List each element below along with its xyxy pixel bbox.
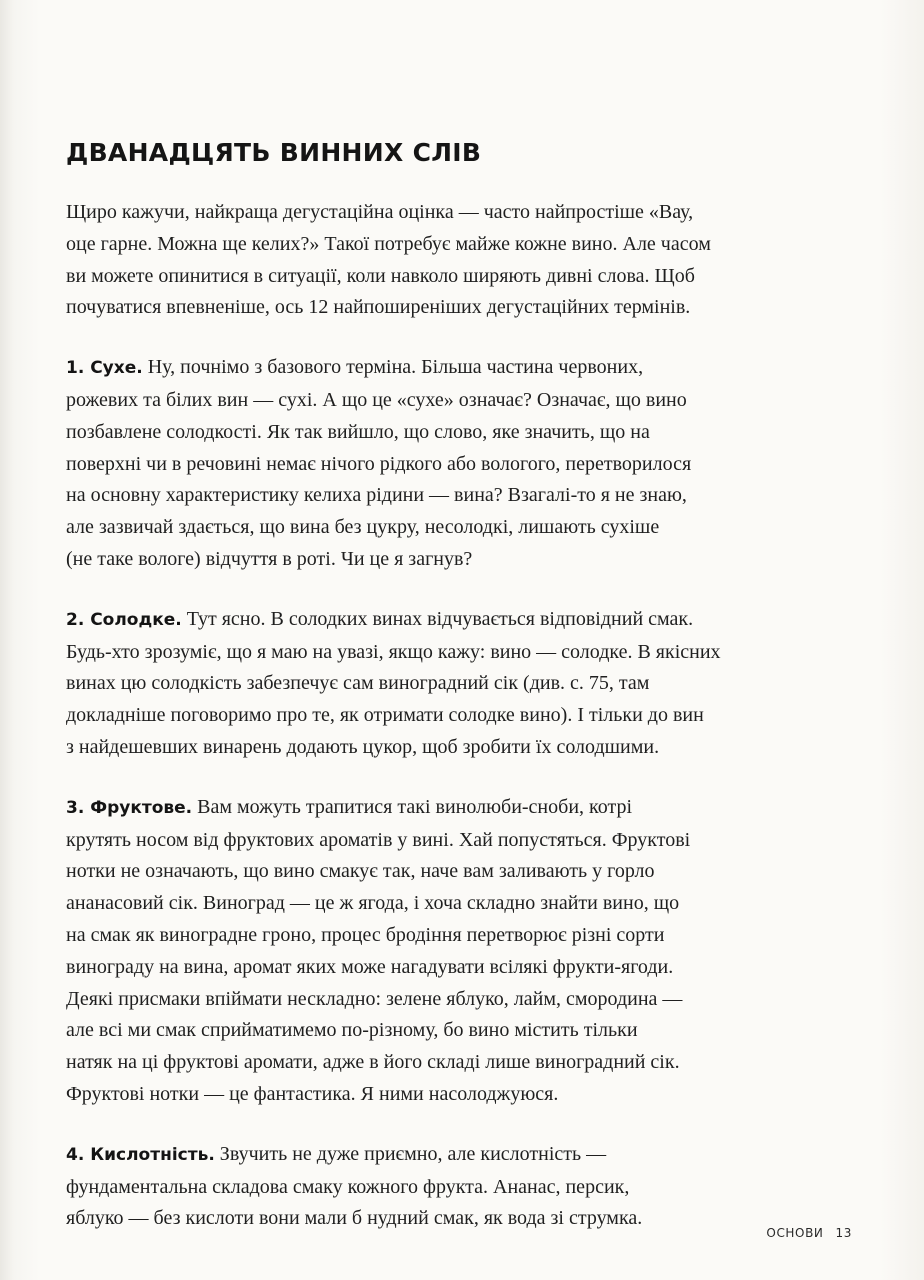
term-paragraph-fruity bbox=[66, 792, 826, 1111]
text-line: оце гарне. Можна ще келих?» Такої потребує майже кожне вино. Але часом bbox=[66, 232, 711, 255]
section-name: ОСНОВИ bbox=[766, 1226, 824, 1240]
term-heading: 4. Кислотність. bbox=[66, 1144, 215, 1165]
text-line: поверхні чи в речовині немає нічого рідкого або вологого, перетворилося bbox=[66, 452, 692, 475]
text-line: (не таке вологе) відчуття в роті. Чи це я загнув? bbox=[66, 547, 473, 570]
text-line: з найдешевших винарень додають цукор, щоб зробити їх солодшими. bbox=[66, 735, 660, 758]
text-line: рожевих та білих вин — сухі. А що це «сухе» означає? Означає, що вино bbox=[66, 388, 687, 411]
term-paragraph-acidity bbox=[66, 1139, 826, 1235]
text-fragment: Вам можуть трапитися такі винолюби-сноби, котрі bbox=[192, 795, 632, 818]
text-line: натяк на ці фруктові аромати, адже в його складі лише виноградний сік. bbox=[66, 1051, 680, 1074]
text-line bbox=[66, 604, 826, 637]
term-paragraph-sweet bbox=[66, 604, 826, 764]
text-line: крутять носом від фруктових ароматів у вині. Хай попустяться. Фруктові bbox=[66, 828, 691, 851]
text-line bbox=[66, 792, 826, 825]
term-paragraph-dry bbox=[66, 352, 826, 576]
page-title: ДВАНАДЦЯТЬ ВИННИХ СЛІВ bbox=[66, 138, 482, 167]
page-number: 13 bbox=[835, 1226, 852, 1240]
intro-paragraph bbox=[66, 197, 826, 324]
text-line: винограду на вина, аромат яких може нагадувати всілякі фрукти-ягоди. bbox=[66, 955, 674, 978]
term-heading: 3. Фруктове. bbox=[66, 797, 193, 818]
text-fragment: Звучить не дуже приємно, але кислотність — bbox=[214, 1142, 607, 1165]
text-line: але всі ми смак сприйматимемо по-різному, бо вино містить тільки bbox=[66, 1019, 638, 1042]
text-line: позбавлене солодкості. Як так вийшло, що слово, яке значить, що на bbox=[66, 420, 650, 443]
text-line: Щиро кажучи, найкраща дегустаційна оцінка — часто найпростіше «Вау, bbox=[66, 201, 694, 223]
text-fragment: Тут ясно. В солодких винах відчувається відповідний смак. bbox=[181, 607, 694, 630]
term-heading: 1. Сухе. bbox=[66, 358, 143, 379]
text-line bbox=[66, 1139, 826, 1172]
text-line: на основну характеристику келиха рідини — вина? Взагалі-то я не знаю, bbox=[66, 484, 687, 507]
text-line: нотки не означають, що вино смакує так, наче вам заливають у горло bbox=[66, 860, 655, 883]
page-content bbox=[66, 138, 826, 1263]
text-line: на смак як виноградне гроно, процес бродіння перетворює різні сорти bbox=[66, 923, 665, 946]
text-line: Фруктові нотки — це фантастика. Я ними насолоджуюся. bbox=[66, 1082, 559, 1105]
page-footer bbox=[766, 1226, 852, 1240]
text-line: але зазвичай здається, що вина без цукру, несолодкі, лишають сухіше bbox=[66, 516, 660, 539]
text-line: фундаментальна складова смаку кожного фрукта. Ананас, персик, bbox=[66, 1175, 630, 1198]
text-line: Будь-хто зрозуміє, що я маю на увазі, якщо кажу: вино — солодке. В якісних bbox=[66, 640, 721, 663]
text-fragment: Ну, почнімо з базового терміна. Більша частина червоних, bbox=[142, 356, 644, 379]
text-line: Деякі присмаки впіймати нескладно: зелене яблуко, лайм, смородина — bbox=[66, 987, 683, 1010]
text-line: докладніше поговоримо про те, як отримати солодке вино). І тільки до вин bbox=[66, 704, 704, 727]
text-line: почуватися впевненіше, ось 12 найпоширеніших дегустаційних термінів. bbox=[66, 296, 691, 319]
text-line: ананасовий сік. Виноград — це ж ягода, і хоча складно знайти вино, що bbox=[66, 892, 680, 915]
text-line: яблуко — без кислоти вони мали б нудний смак, як вода зі струмка. bbox=[66, 1207, 643, 1230]
text-line bbox=[66, 352, 826, 385]
text-line: винах цю солодкість забезпечує сам виноградний сік (див. с. 75, там bbox=[66, 672, 650, 695]
text-line: ви можете опинитися в ситуації, коли навколо ширяють дивні слова. Щоб bbox=[66, 264, 695, 287]
term-heading: 2. Солодке. bbox=[66, 609, 182, 630]
